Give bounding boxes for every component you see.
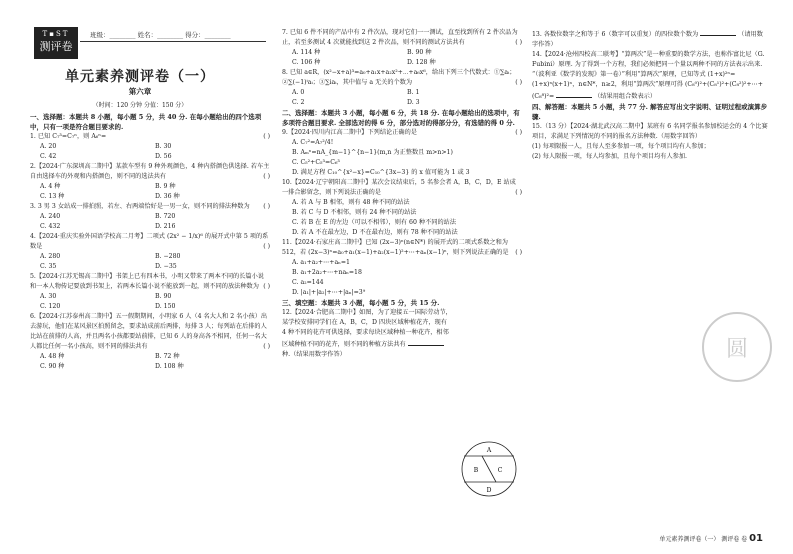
- q13-stem: 13. 各数位数字之和等于 6（数字可以重复）的四位数个数为: [532, 31, 699, 38]
- q14-stem: 14.【2024·沧州四校高二联考】“算两次”是一种重要的数学方法，也称作富比尼（G. Fubini）原理. 为了得到一个方程，我们必须把同一个量以两种不同的方法表示出来. “（波利亚《数学的发现》第一卷）”利用“算两次”原理，已知等式 (1+x)²ⁿ=(1+x)ⁿ(x+1)ⁿ，n∈N*，n≥2，利用“算两次”原理可得 (C₈⁰)²+(C₈¹)²+(C₈²)²+⋯+(C₈⁸)²=: [532, 51, 765, 100]
- q12-answer-blank[interactable]: [408, 338, 444, 346]
- q2-stem: 2.【2024·广东深圳高二期中】某款车型有 9 种外观颜色，4 种内搭颜色供选择. 若车主自由选择车的外观和内搭颜色，则不同的选法共有: [30, 163, 270, 180]
- q4-stem: 4.【2024·重庆实验外国语学校高二月考】二项式 (2x² − 1/x)⁶ 的展开式中第 5 项的系数是: [30, 233, 269, 250]
- q2-option-c: C. 13 种: [40, 193, 65, 200]
- q10-option-a: A. 若 A 与 B 相邻，则有 48 种不同的站法: [292, 199, 410, 206]
- q10-option-c: C. 若 B 在 E 的左边（可以不相邻），则有 60 种不同的站法: [292, 219, 457, 226]
- q8-answer-paren: ( ): [515, 79, 522, 86]
- q2-answer-paren: ( ): [263, 173, 270, 180]
- q13-tail: （请用数字作答）: [532, 31, 763, 48]
- q11-option-a: A. a₁+a₂+⋯+aₙ=1: [292, 259, 350, 266]
- question-5: [30, 272, 270, 312]
- q1-answer-paren: ( ): [263, 133, 270, 140]
- q11-answer-paren: ( ): [515, 249, 522, 256]
- region-label-d: D: [486, 487, 492, 494]
- question-12: [282, 308, 452, 360]
- q8-option-c: C. 2: [292, 99, 305, 106]
- q2-option-d: D. 36 种: [155, 193, 180, 200]
- q6-option-a: A. 48 种: [40, 353, 65, 360]
- q15-stem: 15.（13 分）【2024·湖北武汉高二期中】某班有 6 名同学报名参加校运会的 4 个比赛项目，求满足下列情况的不同的报名方法种数.（用数字回答）: [532, 123, 768, 140]
- q9-stem: 9.【2024·四川内江高二期中】下列结论正确的是: [282, 129, 417, 136]
- logo-bottom-text: 测评卷: [39, 40, 73, 53]
- q6-answer-paren: ( ): [263, 343, 270, 350]
- q2-option-b: B. 9 种: [155, 183, 176, 190]
- q3-option-a: A. 240: [40, 213, 61, 220]
- q3-stem: 3. 3 男 3 女站成一排拍照，若左、右两端恰好是一男一女，则不同的排法种数为: [30, 203, 250, 210]
- q5-option-c: C. 120: [40, 303, 61, 310]
- question-9: [282, 128, 522, 178]
- q4-option-b: B. −280: [155, 253, 181, 260]
- page-footer: [659, 533, 763, 544]
- q9-option-d: D. 满足方程 C₁₀^{x²−x}=C₁₀^{3x−3} 的 x 值可能为 1 或 3: [292, 169, 470, 176]
- q11-stem: 11.【2024·石家庄高二期中】已知 (2x−3)ⁿ(n∈N*) 的展开式的二项式系数之和为 512，若 (2x−3)ⁿ=a₀+a₁(x−1)+a₂(x−1)²+⋯+aₙ(x−1)ⁿ，则下列说法正确的是: [282, 239, 509, 256]
- q15-part-2: (2) 每人限报一项，每人均参加，且每个项目均有人参加.: [532, 153, 688, 160]
- q9-answer-paren: ( ): [515, 129, 522, 136]
- q7-answer-paren: ( ): [515, 39, 522, 46]
- section-1-heading: 一、选择题：本题共 8 小题，每小题 5 分，共 40 分. 在每小题给出的四个选项中，只有一项是符合题目要求的.: [30, 113, 262, 131]
- question-8: [282, 68, 522, 108]
- q9-option-b: B. Aₘⁿ=nA_{m−1}^{n−1}(m,n 为正整数且 m>n>1): [292, 149, 453, 156]
- q10-answer-paren: ( ): [515, 189, 522, 196]
- q3-answer-paren: ( ): [263, 203, 270, 210]
- chapter-title: 第六章: [128, 87, 152, 96]
- exam-meta: （时间：120 分钟 分值：150 分）: [92, 102, 188, 109]
- q7-option-c: C. 106 种: [292, 59, 321, 66]
- q10-stem: 10.【2024·辽宁朝阳高二期中】某次会议结束后，5 名参会者 A，B，C，D，E 站成一排合影留念，则下列说法正确的是: [282, 179, 516, 196]
- q6-option-b: B. 72 种: [155, 353, 180, 360]
- q10-option-b: B. 若 C 与 D 不相邻，则有 24 种不同的站法: [292, 209, 417, 216]
- q7-option-b: B. 90 种: [407, 49, 432, 56]
- question-10: [282, 178, 522, 238]
- footer-label: 单元素养测评卷（一） 测评卷 卷: [659, 536, 748, 543]
- question-3: [30, 202, 270, 232]
- q1-stem: 1. 已知 C₇³=C₇ⁿ，则 A₆ⁿ=: [30, 133, 107, 140]
- q13-answer-blank[interactable]: [700, 28, 736, 36]
- q12-stem: 12.【2024·合肥高二期中】如图，为了迎接五一国际劳动节，某学校安排同学们在 A，B，C，D 四块区域种植花卉，现有 4 种不同的花卉可供选择，要求每块区域种植一种花卉，相邻区域种植不同的花卉，则不同的种植方法共有: [282, 309, 452, 348]
- q6-stem: 6.【2024·江苏泰州高二期中】五一假期期间，小明家 6 人（4 名大人和 2 名小孩）出去游玩，他们在某风景区拍照留念，要求站成前后两排，每排 3 人；每列站在后排的人比站在前排的人高，并且两名小孩都要站前排，已知 6 人的身高各不相同，任何一名大人都比任何一名小孩高，则不同的排法共有: [30, 313, 268, 350]
- header-divider: [80, 41, 266, 42]
- q3-option-d: D. 216: [155, 223, 176, 230]
- column-3: [532, 28, 768, 162]
- q4-option-d: D. −35: [155, 263, 177, 270]
- question-1: [30, 132, 270, 162]
- q2-option-a: A. 4 种: [40, 183, 61, 190]
- q8-option-b: B. 1: [407, 89, 420, 96]
- q11-option-c: C. a₂=144: [292, 279, 324, 286]
- column-1: [30, 112, 270, 372]
- q5-option-d: D. 150: [155, 303, 176, 310]
- region-label-c: C: [497, 467, 503, 474]
- q5-option-a: A. 30: [40, 293, 57, 300]
- q3-option-c: C. 432: [40, 223, 61, 230]
- q11-option-d: D. |a₁|+|a₂|+⋯+|aₙ|=3⁹: [292, 289, 366, 296]
- student-info-line: 班级：________ 姓名：________ 得分：________: [90, 31, 231, 39]
- logo-top-text: T▪ST: [42, 30, 70, 38]
- question-6: [30, 312, 270, 372]
- page-number: 01: [749, 533, 763, 544]
- q5-answer-paren: ( ): [263, 283, 270, 290]
- q6-option-d: D. 108 种: [155, 363, 184, 370]
- q4-answer-paren: ( ): [263, 243, 270, 250]
- region-label-a: A: [486, 447, 492, 454]
- q15-part-1: (1) 每项限报一人，且每人至多参加一项，每个项目均有人参加；: [532, 143, 710, 150]
- q8-stem: 8. 已知 a∈R，(x²−x+a)³=a₀+a₁x+a₂x²+⋯+a₆x⁶，给出下列三个代数式：①∑aᵢ；②∑(−1)ⁱaᵢ；③∑iaᵢ，其中值与 a 无关的个数为: [282, 69, 516, 86]
- q4-option-c: C. 35: [40, 263, 57, 270]
- q5-stem: 5.【2024·江苏无锡高二期中】书架上已有四本书，小明又带来了两本不同的长篇小说和一本人物传记要放到书架上，若两本长篇小说不能放到一起，则不同的放法种数为: [30, 273, 264, 290]
- column-2: [282, 28, 522, 360]
- q7-stem: 7. 已知 6 件不同的产品中有 2 件次品，现对它们一一测试，直至找到所有 2 件次品为止，若至多测试 4 次就能找到这 2 件次品，则不同的测试方法共有: [282, 29, 518, 46]
- question-11: [282, 238, 522, 298]
- q14-answer-blank[interactable]: [556, 90, 592, 98]
- q14-tail: （结果用组合数表示）: [594, 93, 657, 100]
- question-15: [532, 122, 768, 162]
- diagram-line-diagonal: [482, 456, 496, 482]
- q12-region-diagram: [460, 440, 518, 498]
- q6-option-c: C. 90 种: [40, 363, 65, 370]
- question-7: [282, 28, 522, 68]
- q1-option-d: D. 56: [155, 153, 172, 160]
- q3-option-b: B. 720: [155, 213, 176, 220]
- brand-logo: [34, 27, 78, 59]
- q9-option-a: A. C₇²=A₇²/4!: [292, 139, 334, 146]
- question-2: [30, 162, 270, 202]
- watermark-stamp: 圆: [702, 312, 772, 382]
- section-2-heading: 二、选择题：本题共 3 小题，每小题 6 分，共 18 分. 在每小题给出的选项中，有多项符合题目要求. 全部选对的得 6 分，部分选对的得部分分，有选错的得 0 分.: [282, 109, 520, 127]
- question-13: [532, 28, 768, 50]
- region-label-b: B: [473, 467, 479, 474]
- page-title: 单元素养测评卷（一）: [65, 69, 215, 85]
- q10-option-d: D. 若 A 不在最左边，D 不在最右边，则有 78 种不同的站法: [292, 229, 458, 236]
- q1-option-c: C. 42: [40, 153, 57, 160]
- q1-option-b: B. 30: [155, 143, 172, 150]
- q9-option-c: C. C₅²+C₅³=C₆³: [292, 159, 340, 166]
- q11-option-b: B. a₁+2a₂+⋯+naₙ=18: [292, 269, 362, 276]
- q1-option-a: A. 20: [40, 143, 57, 150]
- q4-option-a: A. 280: [40, 253, 61, 260]
- q5-option-b: B. 90: [155, 293, 172, 300]
- q7-option-a: A. 114 种: [292, 49, 321, 56]
- q7-option-d: D. 128 种: [407, 59, 436, 66]
- q12-tail: 种.（结果用数字作答）: [282, 351, 346, 358]
- section-4-heading: 四、解答题：本题共 5 小题，共 77 分. 解答应写出文字说明、证明过程或演算步骤.: [532, 103, 768, 121]
- question-14: [532, 50, 768, 102]
- q8-option-d: D. 3: [407, 99, 420, 106]
- q8-option-a: A. 0: [292, 89, 305, 96]
- question-4: [30, 232, 270, 272]
- section-3-heading: 三、填空题：本题共 3 小题，每小题 5 分，共 15 分.: [282, 299, 440, 307]
